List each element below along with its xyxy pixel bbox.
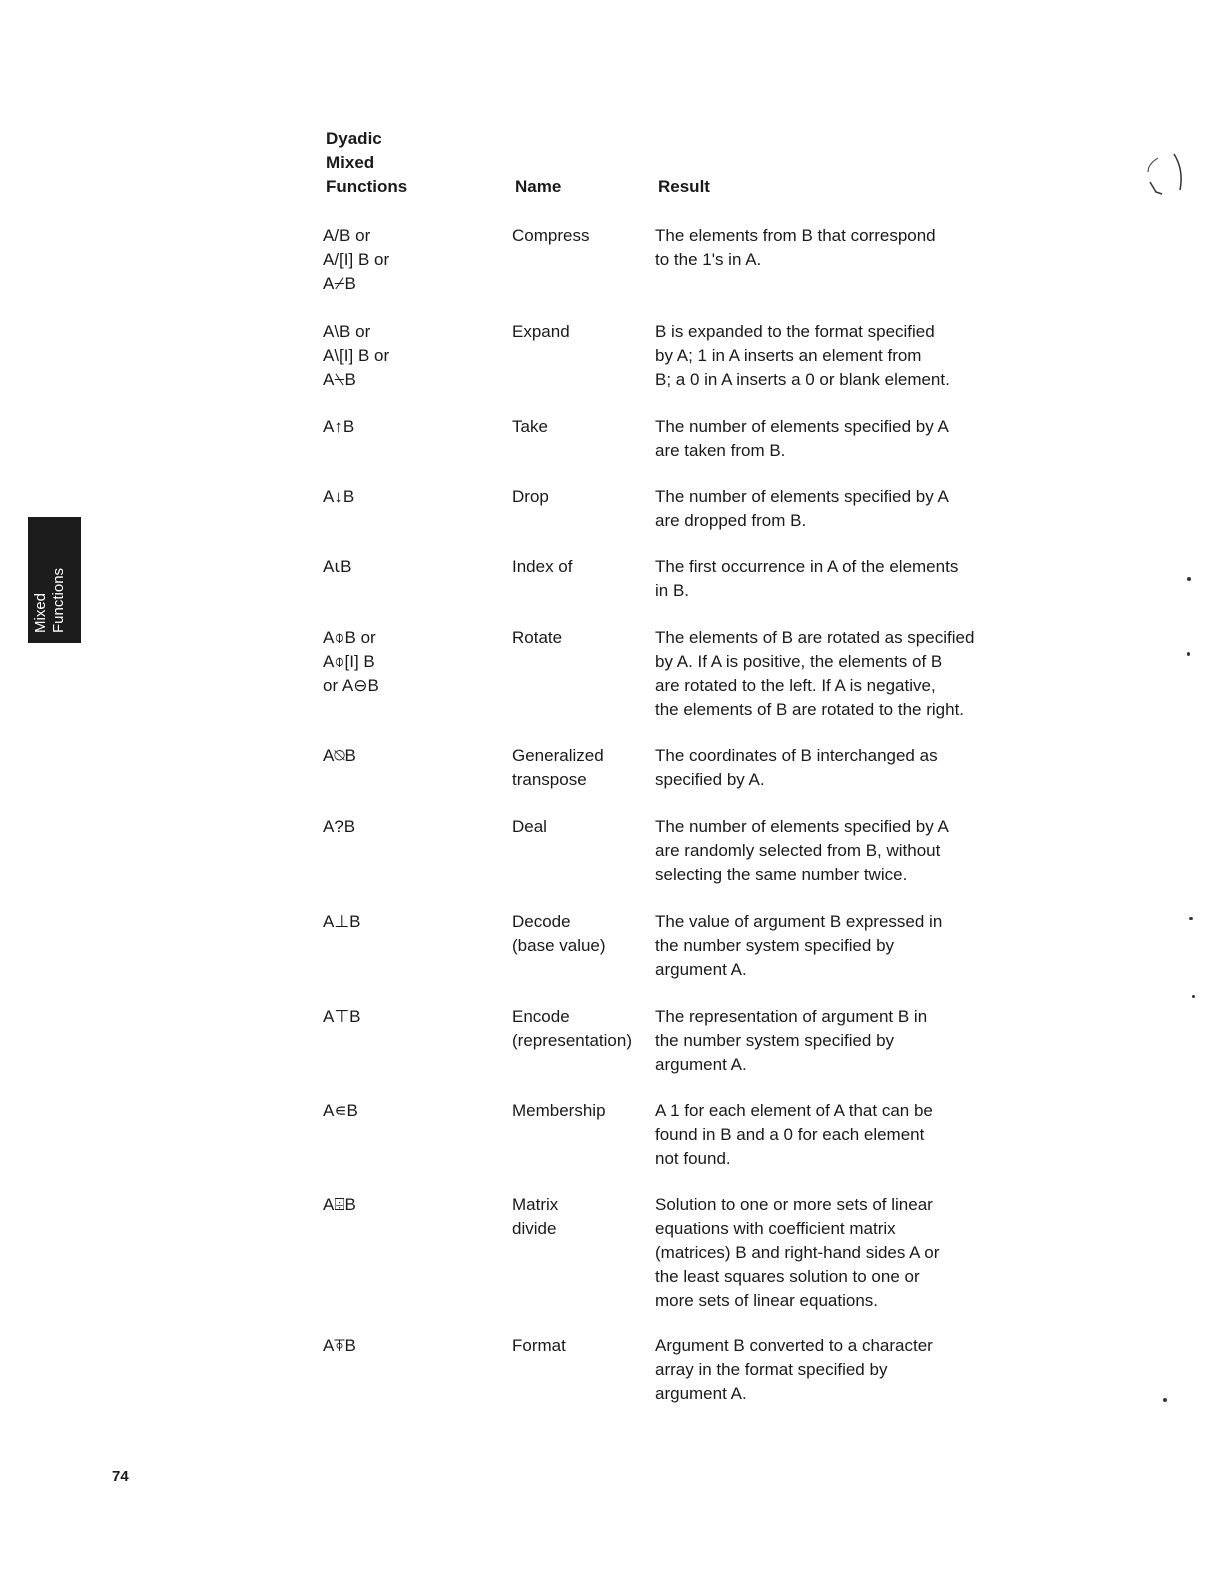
function-notation: A∊B [323, 1101, 358, 1120]
function-result: Argument B converted to a character array in the format specified by argument A. [655, 1336, 933, 1403]
function-name: Take [512, 417, 548, 436]
header-functions: Dyadic Mixed Functions [326, 129, 408, 196]
function-name: Format [512, 1336, 566, 1355]
function-notation: A⍳B [323, 557, 352, 576]
section-tab [28, 517, 81, 643]
function-name: Rotate [512, 628, 563, 647]
function-notation: A⍉B [323, 746, 356, 765]
function-result: The representation of argument B in the number system specified by argument A. [655, 1007, 928, 1074]
function-notation: A⊥B [323, 912, 361, 931]
function-result: The elements of B are rotated as specified by A. If A is positive, the elements of B are rotated to the left. If A is negative, the elements of B are rotated to the right. [655, 628, 975, 719]
header-result: Result [658, 177, 710, 196]
binding-hole-mark [1140, 150, 1188, 200]
scan-speck [1189, 917, 1193, 920]
function-name: Index of [512, 557, 573, 576]
function-result: A 1 for each element of A that can be found in B and a 0 for each element not found. [655, 1101, 933, 1168]
function-result: The elements from B that correspond to the 1's in A. [655, 226, 936, 269]
function-notation: A↑B [323, 417, 355, 436]
function-notation: A⌹B [323, 1195, 356, 1214]
function-notation: A\B or A\[I] B or A⍀B [323, 322, 390, 389]
function-name: Generalized transpose [512, 746, 604, 789]
function-result: The number of elements specified by A are dropped from B. [655, 487, 949, 530]
function-notation: A⌽B or A⌽[I] B or A⊖B [323, 628, 379, 695]
scan-speck [1163, 1398, 1167, 1402]
function-result: The number of elements specified by A are taken from B. [655, 417, 949, 460]
scan-speck [1192, 995, 1195, 998]
function-result: Solution to one or more sets of linear equations with coefficient matrix (matrices) B and right-hand sides A or the least squares solution to one or more sets of linear equations. [655, 1195, 940, 1310]
scan-speck [1187, 577, 1191, 581]
function-name: Decode (base value) [512, 912, 606, 955]
function-result: B is expanded to the format specified by A; 1 in A inserts an element from B; a 0 in A inserts a 0 or blank element. [655, 322, 950, 389]
function-notation: A/B or A/[I] B or A⌿B [323, 226, 390, 293]
function-name: Encode (representation) [512, 1007, 633, 1050]
function-result: The value of argument B expressed in the number system specified by argument A. [655, 912, 943, 979]
function-name: Deal [512, 817, 547, 836]
function-notation: A⍕B [323, 1336, 356, 1355]
function-name: Expand [512, 322, 570, 341]
function-result: The number of elements specified by A are randomly selected from B, without selecting the same number twice. [655, 817, 949, 884]
function-result: The first occurrence in A of the elements in B. [655, 557, 959, 600]
function-notation: A↓B [323, 487, 355, 506]
scan-speck [1187, 652, 1190, 656]
function-result: The coordinates of B interchanged as specified by A. [655, 746, 938, 789]
header-name: Name [515, 177, 562, 196]
function-name: Membership [512, 1101, 606, 1120]
function-name: Drop [512, 487, 549, 506]
function-name: Matrix divide [512, 1195, 559, 1238]
section-tab-label: Mixed Functions [32, 567, 67, 633]
function-name: Compress [512, 226, 590, 245]
page-number: 74 [112, 1468, 129, 1485]
function-notation: A?B [323, 817, 356, 836]
function-notation: A⊤B [323, 1007, 361, 1026]
